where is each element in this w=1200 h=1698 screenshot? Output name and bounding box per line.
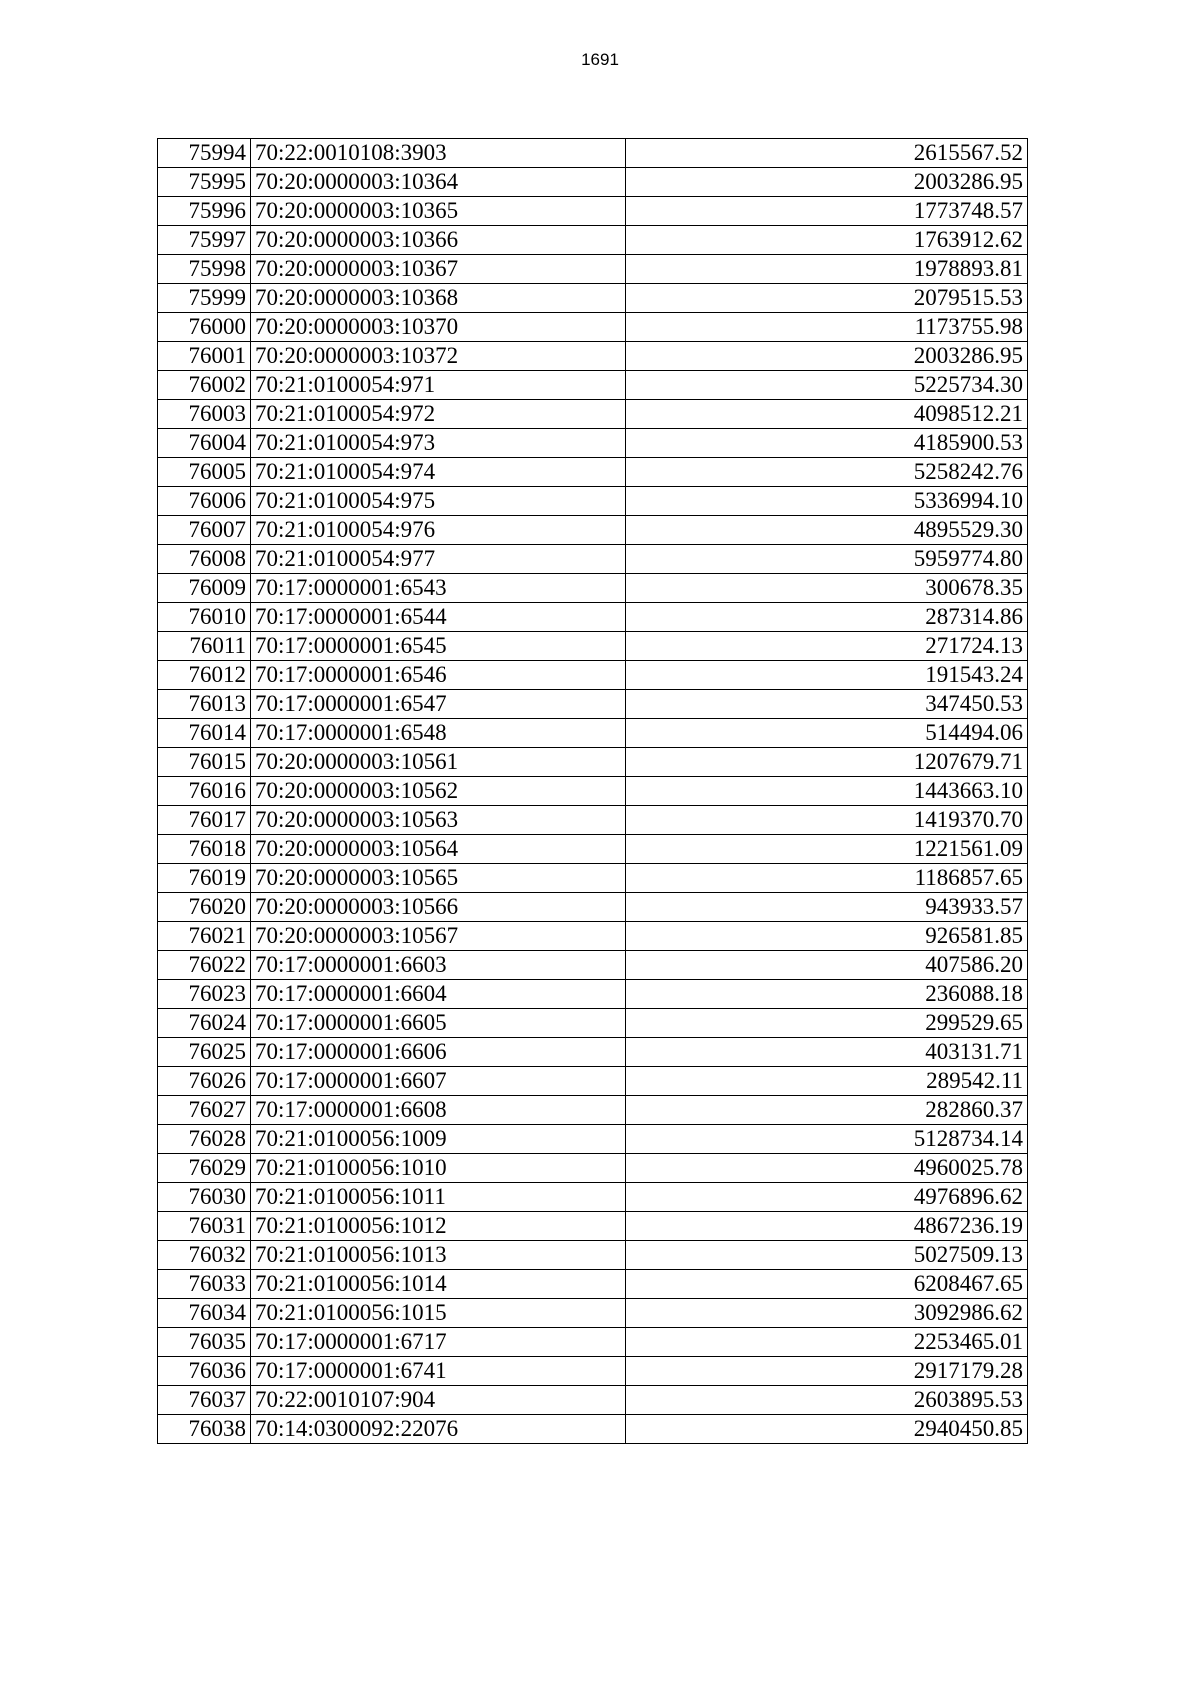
cadastral-value-cell: 4976896.62 <box>626 1183 1028 1212</box>
table-row <box>158 1183 1028 1212</box>
row-number-cell: 76025 <box>158 1038 251 1067</box>
table-row <box>158 777 1028 806</box>
cadastral-value-cell: 1773748.57 <box>626 197 1028 226</box>
row-number-cell: 76027 <box>158 1096 251 1125</box>
cadastral-number-cell: 70:21:0100054:977 <box>251 545 626 574</box>
cadastral-value-cell: 5959774.80 <box>626 545 1028 574</box>
table-row <box>158 371 1028 400</box>
table-row <box>158 1154 1028 1183</box>
row-number-cell: 76028 <box>158 1125 251 1154</box>
table-row <box>158 516 1028 545</box>
table-row <box>158 1067 1028 1096</box>
row-number-cell: 76026 <box>158 1067 251 1096</box>
cadastral-number-cell: 70:17:0000001:6545 <box>251 632 626 661</box>
cadastral-value-cell: 4960025.78 <box>626 1154 1028 1183</box>
cadastral-number-cell: 70:20:0000003:10564 <box>251 835 626 864</box>
cadastral-number-cell: 70:20:0000003:10367 <box>251 255 626 284</box>
table-row <box>158 893 1028 922</box>
row-number-cell: 76035 <box>158 1328 251 1357</box>
cadastral-number-cell: 70:22:0010107:904 <box>251 1386 626 1415</box>
table-row <box>158 1328 1028 1357</box>
cadastral-number-cell: 70:14:0300092:22076 <box>251 1415 626 1444</box>
row-number-cell: 75999 <box>158 284 251 313</box>
table-row <box>158 1009 1028 1038</box>
table-row <box>158 545 1028 574</box>
table-row <box>158 1270 1028 1299</box>
cadastral-number-cell: 70:17:0000001:6717 <box>251 1328 626 1357</box>
cadastral-number-cell: 70:17:0000001:6603 <box>251 951 626 980</box>
cadastral-value-cell: 300678.35 <box>626 574 1028 603</box>
table-row <box>158 400 1028 429</box>
table-row <box>158 864 1028 893</box>
cadastral-value-cell: 3092986.62 <box>626 1299 1028 1328</box>
cadastral-number-cell: 70:21:0100054:972 <box>251 400 626 429</box>
table-row <box>158 1357 1028 1386</box>
cadastral-value-cell: 2615567.52 <box>626 139 1028 168</box>
cadastral-number-cell: 70:20:0000003:10364 <box>251 168 626 197</box>
cadastral-value-cell: 5258242.76 <box>626 458 1028 487</box>
table-row <box>158 980 1028 1009</box>
row-number-cell: 76030 <box>158 1183 251 1212</box>
table-body <box>158 139 1028 1444</box>
table-row <box>158 487 1028 516</box>
table-row <box>158 139 1028 168</box>
cadastral-number-cell: 70:21:0100056:1015 <box>251 1299 626 1328</box>
cadastral-value-cell: 4185900.53 <box>626 429 1028 458</box>
cadastral-number-cell: 70:21:0100056:1013 <box>251 1241 626 1270</box>
row-number-cell: 76001 <box>158 342 251 371</box>
table-row <box>158 748 1028 777</box>
row-number-cell: 76014 <box>158 719 251 748</box>
table-row <box>158 1125 1028 1154</box>
table-row <box>158 806 1028 835</box>
cadastral-number-cell: 70:20:0000003:10372 <box>251 342 626 371</box>
cadastral-value-cell: 2603895.53 <box>626 1386 1028 1415</box>
cadastral-value-cell: 236088.18 <box>626 980 1028 1009</box>
row-number-cell: 76029 <box>158 1154 251 1183</box>
row-number-cell: 76016 <box>158 777 251 806</box>
cadastral-number-cell: 70:21:0100054:973 <box>251 429 626 458</box>
cadastral-number-cell: 70:21:0100054:976 <box>251 516 626 545</box>
table-row <box>158 342 1028 371</box>
cadastral-value-cell: 271724.13 <box>626 632 1028 661</box>
cadastral-value-cell: 5027509.13 <box>626 1241 1028 1270</box>
cadastral-number-cell: 70:17:0000001:6608 <box>251 1096 626 1125</box>
cadastral-value-cell: 2253465.01 <box>626 1328 1028 1357</box>
cadastral-value-cell: 926581.85 <box>626 922 1028 951</box>
table-row <box>158 1096 1028 1125</box>
table-row <box>158 661 1028 690</box>
cadastral-value-cell: 299529.65 <box>626 1009 1028 1038</box>
table-row <box>158 1241 1028 1270</box>
table-row <box>158 284 1028 313</box>
cadastral-value-cell: 5128734.14 <box>626 1125 1028 1154</box>
row-number-cell: 75994 <box>158 139 251 168</box>
cadastral-number-cell: 70:21:0100054:971 <box>251 371 626 400</box>
row-number-cell: 76024 <box>158 1009 251 1038</box>
cadastral-number-cell: 70:17:0000001:6606 <box>251 1038 626 1067</box>
cadastral-value-cell: 2079515.53 <box>626 284 1028 313</box>
cadastral-number-cell: 70:17:0000001:6607 <box>251 1067 626 1096</box>
cadastral-value-cell: 5225734.30 <box>626 371 1028 400</box>
row-number-cell: 76002 <box>158 371 251 400</box>
cadastral-value-cell: 514494.06 <box>626 719 1028 748</box>
cadastral-number-cell: 70:21:0100056:1012 <box>251 1212 626 1241</box>
cadastral-number-cell: 70:20:0000003:10368 <box>251 284 626 313</box>
cadastral-value-cell: 2940450.85 <box>626 1415 1028 1444</box>
table-row <box>158 603 1028 632</box>
cadastral-number-cell: 70:20:0000003:10370 <box>251 313 626 342</box>
table-row <box>158 1415 1028 1444</box>
cadastral-number-cell: 70:17:0000001:6548 <box>251 719 626 748</box>
row-number-cell: 76012 <box>158 661 251 690</box>
row-number-cell: 76032 <box>158 1241 251 1270</box>
cadastral-number-cell: 70:20:0000003:10366 <box>251 226 626 255</box>
row-number-cell: 76010 <box>158 603 251 632</box>
table-row <box>158 1038 1028 1067</box>
row-number-cell: 76006 <box>158 487 251 516</box>
cadastral-number-cell: 70:20:0000003:10567 <box>251 922 626 951</box>
cadastral-value-cell: 4895529.30 <box>626 516 1028 545</box>
row-number-cell: 76036 <box>158 1357 251 1386</box>
cadastral-value-cell: 403131.71 <box>626 1038 1028 1067</box>
cadastral-number-cell: 70:21:0100054:975 <box>251 487 626 516</box>
row-number-cell: 76013 <box>158 690 251 719</box>
table-row <box>158 835 1028 864</box>
table-row <box>158 197 1028 226</box>
table-row <box>158 226 1028 255</box>
cadastral-value-cell: 407586.20 <box>626 951 1028 980</box>
table-row <box>158 1299 1028 1328</box>
row-number-cell: 76004 <box>158 429 251 458</box>
cadastral-value-cell: 191543.24 <box>626 661 1028 690</box>
cadastral-number-cell: 70:17:0000001:6604 <box>251 980 626 1009</box>
table-row <box>158 951 1028 980</box>
cadastral-number-cell: 70:20:0000003:10563 <box>251 806 626 835</box>
row-number-cell: 76018 <box>158 835 251 864</box>
cadastral-value-cell: 347450.53 <box>626 690 1028 719</box>
row-number-cell: 76017 <box>158 806 251 835</box>
page-number: 1691 <box>581 50 619 69</box>
table-row <box>158 690 1028 719</box>
cadastral-number-cell: 70:21:0100056:1014 <box>251 1270 626 1299</box>
cadastral-number-cell: 70:20:0000003:10561 <box>251 748 626 777</box>
row-number-cell: 76003 <box>158 400 251 429</box>
cadastral-value-cell: 1221561.09 <box>626 835 1028 864</box>
row-number-cell: 76023 <box>158 980 251 1009</box>
cadastral-number-cell: 70:20:0000003:10562 <box>251 777 626 806</box>
cadastral-number-cell: 70:17:0000001:6544 <box>251 603 626 632</box>
cadastral-number-cell: 70:21:0100056:1011 <box>251 1183 626 1212</box>
cadastral-value-cell: 4098512.21 <box>626 400 1028 429</box>
row-number-cell: 76000 <box>158 313 251 342</box>
cadastral-number-cell: 70:22:0010108:3903 <box>251 139 626 168</box>
cadastral-value-cell: 6208467.65 <box>626 1270 1028 1299</box>
cadastral-value-cell: 2003286.95 <box>626 342 1028 371</box>
row-number-cell: 75997 <box>158 226 251 255</box>
row-number-cell: 76015 <box>158 748 251 777</box>
table-row <box>158 429 1028 458</box>
cadastral-value-cell: 282860.37 <box>626 1096 1028 1125</box>
row-number-cell: 76022 <box>158 951 251 980</box>
row-number-cell: 76021 <box>158 922 251 951</box>
table-row <box>158 1212 1028 1241</box>
row-number-cell: 76034 <box>158 1299 251 1328</box>
cadastral-value-cell: 1173755.98 <box>626 313 1028 342</box>
row-number-cell: 76031 <box>158 1212 251 1241</box>
row-number-cell: 76020 <box>158 893 251 922</box>
table-row <box>158 1386 1028 1415</box>
table-row <box>158 168 1028 197</box>
cadastral-number-cell: 70:21:0100054:974 <box>251 458 626 487</box>
cadastral-value-table <box>157 138 1028 1444</box>
cadastral-value-cell: 2917179.28 <box>626 1357 1028 1386</box>
cadastral-value-cell: 5336994.10 <box>626 487 1028 516</box>
row-number-cell: 76005 <box>158 458 251 487</box>
row-number-cell: 75996 <box>158 197 251 226</box>
cadastral-value-cell: 1763912.62 <box>626 226 1028 255</box>
row-number-cell: 76019 <box>158 864 251 893</box>
cadastral-value-cell: 943933.57 <box>626 893 1028 922</box>
row-number-cell: 76038 <box>158 1415 251 1444</box>
table-row <box>158 574 1028 603</box>
table-row <box>158 458 1028 487</box>
cadastral-value-cell: 289542.11 <box>626 1067 1028 1096</box>
cadastral-value-cell: 4867236.19 <box>626 1212 1028 1241</box>
row-number-cell: 76037 <box>158 1386 251 1415</box>
cadastral-number-cell: 70:20:0000003:10365 <box>251 197 626 226</box>
row-number-cell: 76008 <box>158 545 251 574</box>
cadastral-value-cell: 1186857.65 <box>626 864 1028 893</box>
cadastral-number-cell: 70:17:0000001:6543 <box>251 574 626 603</box>
table-row <box>158 922 1028 951</box>
row-number-cell: 75995 <box>158 168 251 197</box>
cadastral-value-cell: 2003286.95 <box>626 168 1028 197</box>
table-row <box>158 632 1028 661</box>
row-number-cell: 75998 <box>158 255 251 284</box>
cadastral-number-cell: 70:17:0000001:6741 <box>251 1357 626 1386</box>
row-number-cell: 76033 <box>158 1270 251 1299</box>
cadastral-value-cell: 1207679.71 <box>626 748 1028 777</box>
row-number-cell: 76009 <box>158 574 251 603</box>
cadastral-number-cell: 70:17:0000001:6605 <box>251 1009 626 1038</box>
table-row <box>158 313 1028 342</box>
table-row <box>158 719 1028 748</box>
row-number-cell: 76007 <box>158 516 251 545</box>
table-row <box>158 255 1028 284</box>
cadastral-number-cell: 70:17:0000001:6546 <box>251 661 626 690</box>
cadastral-number-cell: 70:21:0100056:1010 <box>251 1154 626 1183</box>
cadastral-value-cell: 287314.86 <box>626 603 1028 632</box>
cadastral-number-cell: 70:17:0000001:6547 <box>251 690 626 719</box>
cadastral-value-cell: 1443663.10 <box>626 777 1028 806</box>
cadastral-number-cell: 70:20:0000003:10565 <box>251 864 626 893</box>
cadastral-number-cell: 70:21:0100056:1009 <box>251 1125 626 1154</box>
cadastral-value-cell: 1978893.81 <box>626 255 1028 284</box>
row-number-cell: 76011 <box>158 632 251 661</box>
cadastral-value-cell: 1419370.70 <box>626 806 1028 835</box>
cadastral-number-cell: 70:20:0000003:10566 <box>251 893 626 922</box>
